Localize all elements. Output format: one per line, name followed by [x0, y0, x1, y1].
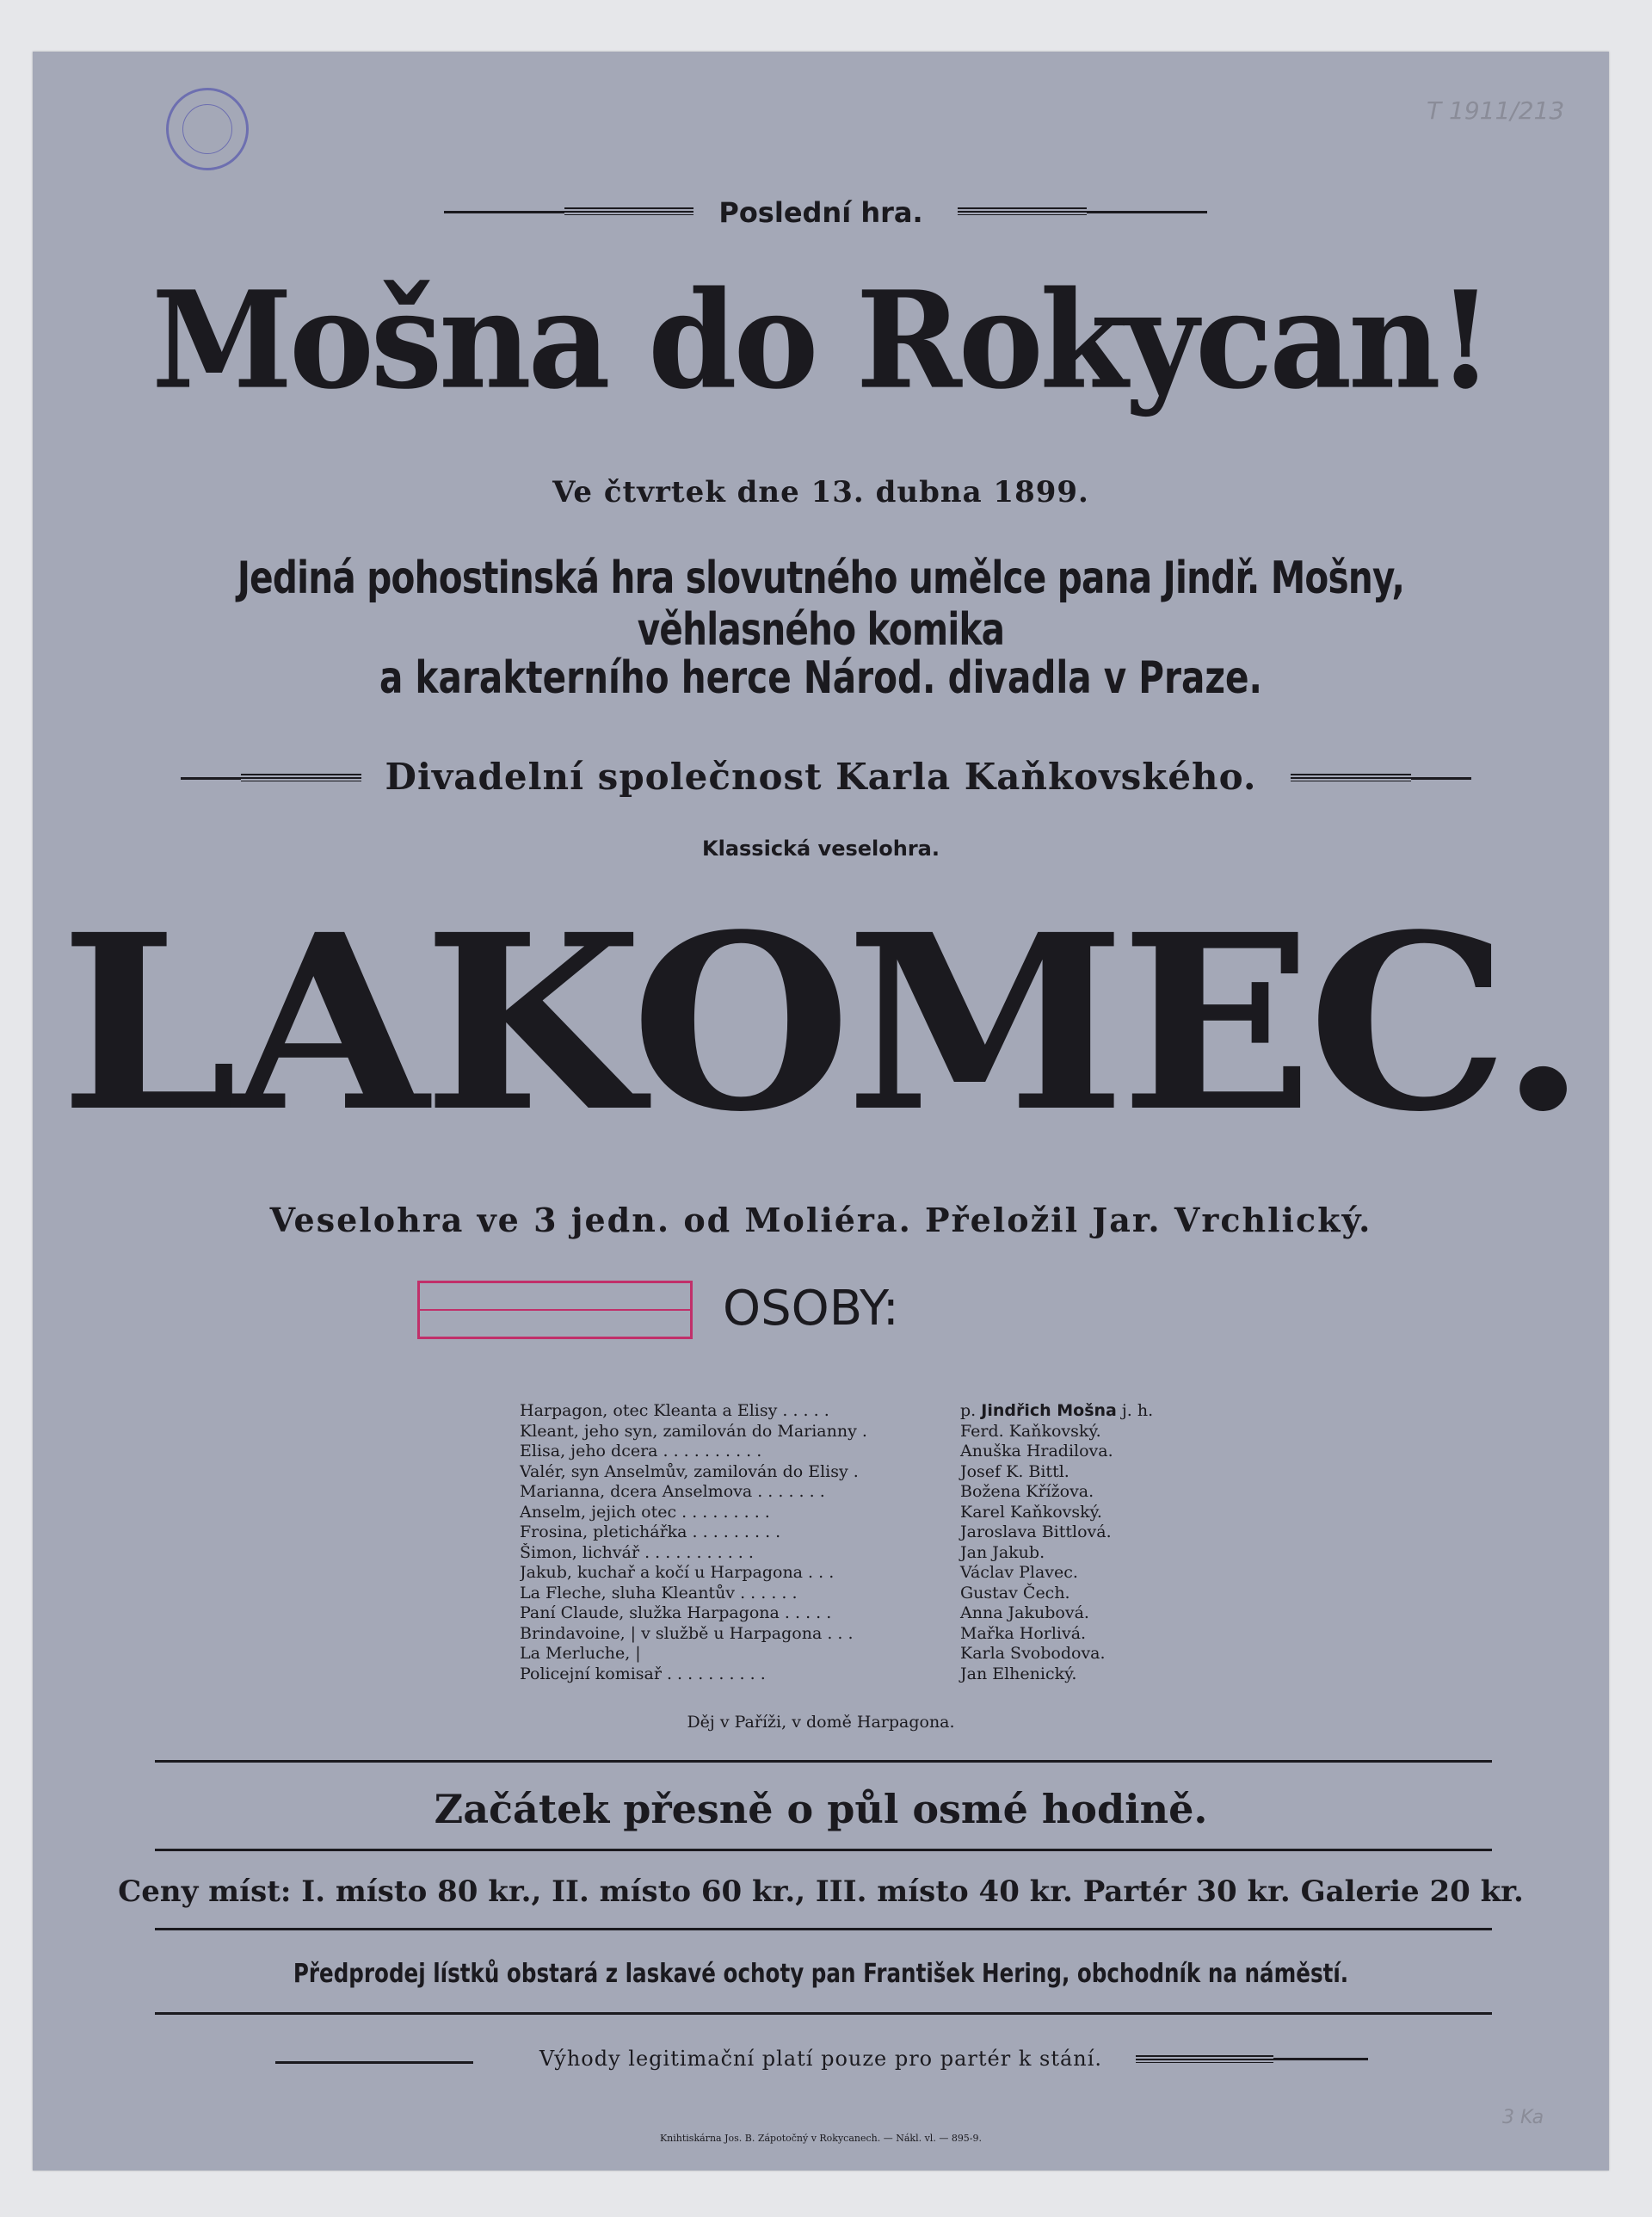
cast-actor: Karla Svobodova.	[960, 1644, 1106, 1663]
poster-title: Mošna do Rokycan!	[151, 261, 1490, 419]
ornament-bar-right	[958, 207, 1087, 215]
cast-row	[520, 1644, 1174, 1664]
pencil-annotation: 3 Ka	[1502, 2107, 1544, 2128]
cast-role: Jakub, kuchař a kočí u Harpagona . . .	[520, 1563, 835, 1582]
cast-role: La Fleche, sluha Kleantův . . . . . .	[520, 1583, 798, 1603]
last-play-label: Poslední hra.	[718, 196, 923, 229]
cast-actor: Jaroslava Bittlová.	[960, 1522, 1112, 1541]
cast-role: Brindavoine, | v službě u Harpagona . . .	[520, 1623, 854, 1643]
play-subtitle: Veselohra ve 3 jedn. od Moliéra. Přeložil Jar. Vrchlický.	[269, 1201, 1372, 1239]
printer-imprint: Knihtiskárna Jos. B. Zápotočný v Rokycanech. — Nákl. vl. — 895-9.	[659, 2133, 983, 2144]
genre-label: Klassická veselohra.	[702, 837, 940, 861]
company-bar-right	[1291, 774, 1411, 781]
cast-role: Paní Claude, služka Harpagona . . . . .	[520, 1603, 832, 1622]
censor-stamp	[417, 1281, 693, 1339]
play-title: LAKOMEC.	[59, 882, 1582, 1165]
cast-actor: Karel Kaňkovský.	[960, 1502, 1102, 1522]
cast-row	[520, 1584, 1174, 1604]
cast-row	[520, 1603, 1174, 1624]
cast-role: Harpagon, otec Kleanta a Elisy . . . . .	[520, 1401, 829, 1420]
presale-info: Předprodej lístků obstará z laskavé ochoty pan František Hering, obchodník na náměstí.	[293, 1959, 1349, 1989]
cast-row	[520, 1664, 1174, 1685]
cast-role: Kleant, jeho syn, zamilován do Marianny .	[520, 1421, 867, 1441]
cast-row	[520, 1503, 1174, 1523]
footer-rule-2	[155, 1849, 1492, 1851]
cast-actor: Božena Křížova.	[960, 1482, 1094, 1501]
legitimation-note: Výhody legitimační platí pouze pro partér k stání.	[539, 2047, 1103, 2071]
cast-row	[520, 1422, 1174, 1442]
cast-row	[520, 1462, 1174, 1483]
cast-role: Valér, syn Anselmův, zamilován do Elisy .	[520, 1461, 859, 1481]
cast-role: Elisa, jeho dcera . . . . . . . . . .	[520, 1442, 762, 1461]
library-stamp-round	[166, 88, 249, 170]
cast-role: Marianna, dcera Anselmova . . . . . . .	[520, 1482, 825, 1501]
company-rule-right	[1411, 777, 1471, 780]
ornament-rule-right	[1087, 211, 1207, 213]
footer-rule-4	[155, 2012, 1492, 2015]
cast-actor: Gustav Čech.	[960, 1583, 1070, 1603]
cast-role: La Merluche, |	[520, 1644, 641, 1663]
cast-actor: p. Jindřich Mošna j. h.	[960, 1401, 1154, 1420]
play-setting: Děj v Paříži, v domě Harpagona.	[687, 1713, 955, 1732]
performance-date: Ve čtvrtek dne 13. dubna 1899.	[552, 475, 1089, 509]
guest-line-1: Jediná pohostinská hra slovutného umělce pana Jindř. Mošny, věhlasného komika	[237, 553, 1405, 656]
ticket-prices: Ceny míst: I. místo 80 kr., II. místo 60 kr., III. místo 40 kr. Partér 30 kr. Galerie 20 kr.	[118, 1874, 1524, 1909]
cast-actor: Anuška Hradilova.	[960, 1442, 1113, 1461]
cast-list	[520, 1401, 1174, 1684]
footer-rule-1	[155, 1760, 1492, 1763]
cast-actor: Jan Elhenický.	[960, 1664, 1077, 1683]
cast-heading: OSOBY:	[723, 1281, 899, 1337]
cast-actor: Ferd. Kaňkovský.	[960, 1421, 1101, 1441]
cast-row	[520, 1442, 1174, 1462]
cast-role: Frosina, pletichářka . . . . . . . . .	[520, 1522, 781, 1541]
note-bar-right	[1136, 2055, 1273, 2063]
cast-actor: Václav Plavec.	[960, 1563, 1078, 1582]
footer-rule-3	[155, 1928, 1492, 1930]
guest-line-2: a karakterního herce Národ. divadla v Praze.	[379, 652, 1262, 704]
cast-role: Policejní komisař . . . . . . . . . .	[520, 1664, 766, 1683]
cast-row	[520, 1482, 1174, 1503]
archive-reference: T 1911/213	[1427, 96, 1565, 125]
cast-actor: Jan Jakub.	[960, 1542, 1045, 1562]
cast-row	[520, 1563, 1174, 1584]
cast-row	[520, 1624, 1174, 1645]
cast-row	[520, 1522, 1174, 1543]
theatre-company: Divadelní společnost Karla Kaňkovského.	[385, 756, 1257, 798]
cast-role: Anselm, jejich otec . . . . . . . . .	[520, 1502, 770, 1522]
cast-row	[520, 1543, 1174, 1564]
cast-actor: Anna Jakubová.	[960, 1603, 1089, 1622]
note-rule-right	[1273, 2058, 1368, 2060]
cast-role: Šimon, lichvář . . . . . . . . . . .	[520, 1542, 754, 1562]
start-time: Začátek přesně o půl osmé hodině.	[434, 1786, 1208, 1832]
cast-actor: Mařka Horlivá.	[960, 1623, 1087, 1643]
cast-row	[520, 1401, 1174, 1422]
cast-actor: Josef K. Bittl.	[960, 1461, 1069, 1481]
poster-sheet	[33, 52, 1609, 2171]
